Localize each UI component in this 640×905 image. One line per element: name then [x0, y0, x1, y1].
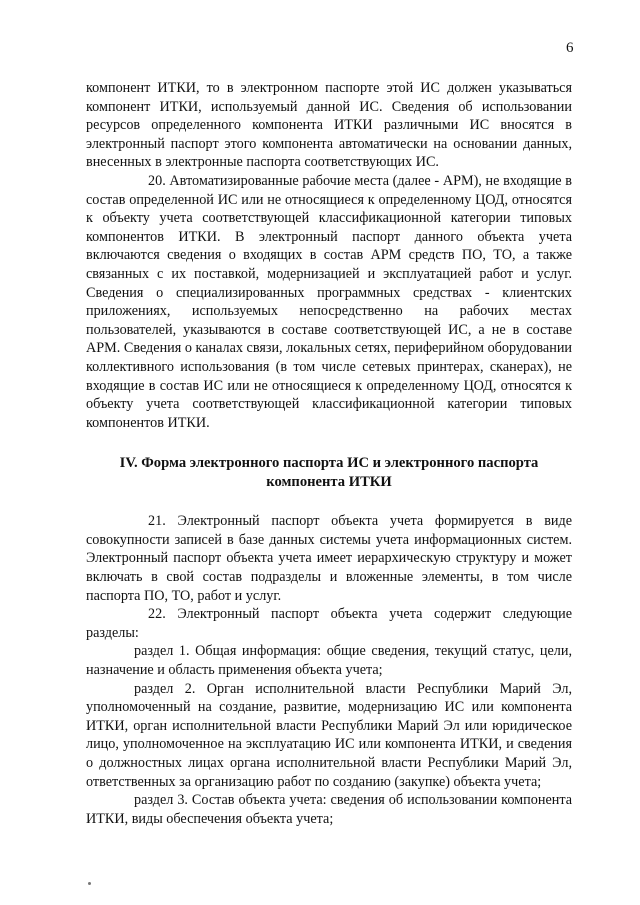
paragraph-21: 21. Электронный паспорт объекта учета формируется в виде совокупности записей в базе данных системы учета информационных систем. Электронный паспорт объекта учета имеет иерархическую структуру и может включать в свой состав подразделы и вложенные элементы, в том числе паспорта ПО, ТО, работ и услуг. — [86, 513, 572, 604]
section-heading — [86, 454, 572, 492]
list-item-section-2: раздел 2. Орган исполнительной власти Республики Марий Эл, уполномоченный на создание, развитие, модернизацию ИС или компонента ИТКИ, орган исполнительной власти Республики Марий Эл или юридическое лицо, уполномоченное на эксплуатацию ИС или компонента ИТКИ, и сведения о должностных лицах органа исполнительной власти Республики Марий Эл, ответственных за организацию работ по созданию (закупке) объекта учета; — [86, 680, 572, 790]
list-item-section-3: раздел 3. Состав объекта учета: сведения об использовании компонента ИТКИ, виды обеспечения объекта учета; — [86, 792, 572, 827]
document-body — [86, 79, 572, 828]
scan-speck — [88, 882, 91, 885]
page-number: 6 — [566, 40, 574, 56]
paragraph-20: 20. Автоматизированные рабочие места (далее - АРМ), не входящие в состав определенной ИС или не относящиеся к определенному ЦОД, относятся к объекту учета соответствующей классификационной категории типовых компонентов ИТКИ. В электронный паспорт данного объекта учета включаются сведения о входящих в состав АРМ средств ПО, ТО, а также связанных с их поставкой, модернизацией и эксплуатацией работ и услуг. Сведения о специализированных программных средствах - клиентских приложениях, используемых непосредственно на рабочих местах пользователей, указываются в составе соответствующей ИС, а не в составе АРМ. Сведения о каналах связи, локальных сетях, периферийном оборудовании коллективного использования (в том числе сетевых принтерах, сканерах), не входящие в состав ИС или не относящиеся к определенному ЦОД, относятся к объекту учета соответствующей классификационной категории типовых компонентов ИТКИ. — [86, 172, 572, 431]
paragraph-22: 22. Электронный паспорт объекта учета содержит следующие разделы: — [86, 606, 572, 641]
list-item-section-1: раздел 1. Общая информация: общие сведения, текущий статус, цели, назначение и область применения объекта учета; — [86, 643, 572, 679]
section-heading-line-1: IV. Форма электронного паспорта ИС и электронного паспорта — [119, 455, 539, 472]
section-heading-line-2: компонента ИТКИ — [266, 474, 392, 491]
paragraph-continuation: компонент ИТКИ, то в электронном паспорте этой ИС должен указываться компонент ИТКИ, используемый данной ИС. Сведения об использовании ресурсов определенного компонента ИТКИ различными ИС вносятся в электронный паспорт этого компонента автоматически на основании данных, внесенных в электронные паспорта соответствующих ИС. — [86, 80, 572, 171]
